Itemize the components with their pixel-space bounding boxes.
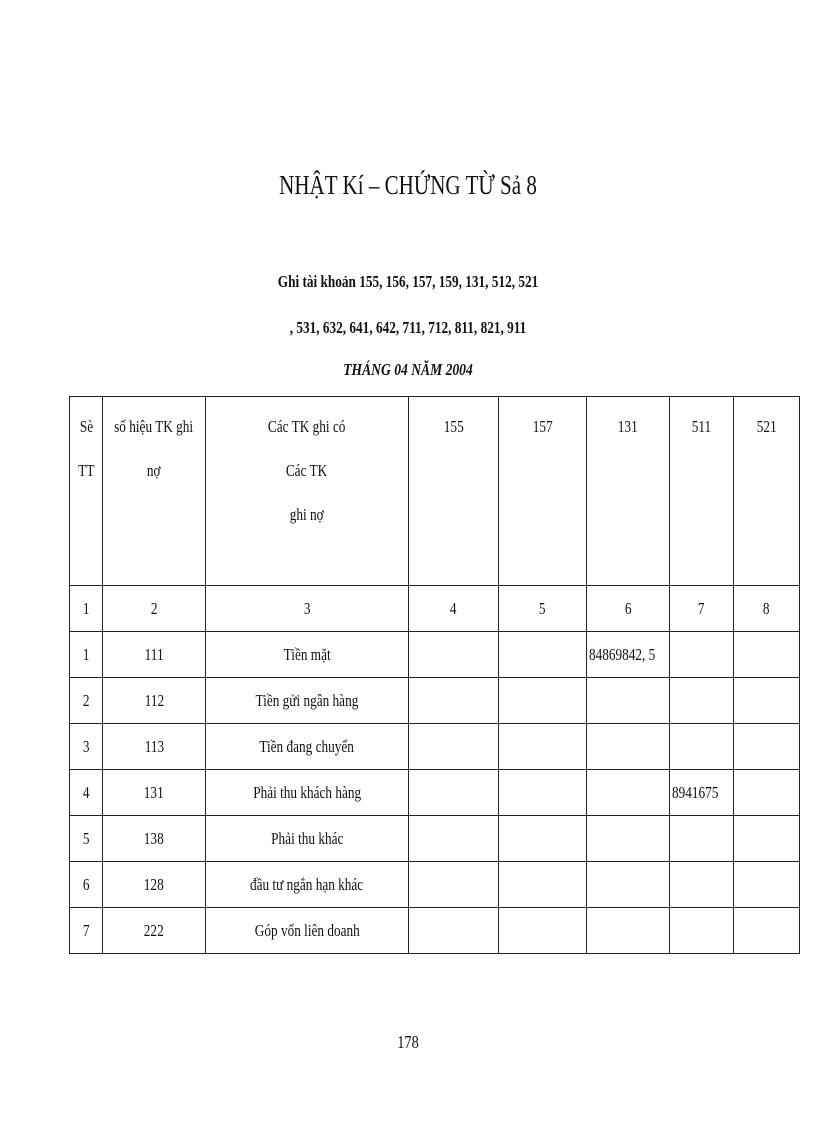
- cell-c131: [587, 678, 670, 724]
- subtitle-line-2: , 531, 632, 641, 642, 711, 712, 811, 821, 911: [289, 318, 527, 337]
- column-number: 2: [103, 586, 206, 632]
- header-stt: Sè TT: [70, 397, 103, 586]
- cell-c521: [734, 908, 800, 954]
- cell-c155: [409, 816, 499, 862]
- table-row: [70, 632, 800, 678]
- table-row: [70, 862, 800, 908]
- table-header-row: [70, 397, 800, 586]
- header-debit-account: số hiệu TK ghi nợ: [103, 397, 206, 586]
- month-label: THÁNG 04 NĂM 2004: [343, 360, 473, 379]
- cell-c511: [670, 724, 734, 770]
- cell-stt: 4: [70, 770, 103, 816]
- document-title: NHẬT Kí – CHỨNG TỪ Sả 8: [279, 170, 537, 200]
- column-number: 5: [499, 586, 587, 632]
- cell-c511: [670, 816, 734, 862]
- cell-c131: [587, 816, 670, 862]
- cell-c131: [587, 724, 670, 770]
- cell-c131: [587, 908, 670, 954]
- cell-c511: [670, 632, 734, 678]
- cell-c131: 84869842, 5: [587, 632, 670, 678]
- cell-acc: 138: [103, 816, 206, 862]
- column-number: 1: [70, 586, 103, 632]
- cell-c155: [409, 724, 499, 770]
- cell-c511: [670, 678, 734, 724]
- cell-name: đầu tư ngắn hạn khác: [206, 862, 409, 908]
- cell-acc: 131: [103, 770, 206, 816]
- table-row: [70, 908, 800, 954]
- column-number: 6: [587, 586, 670, 632]
- table-row: [70, 770, 800, 816]
- cell-c521: [734, 816, 800, 862]
- cell-c521: [734, 724, 800, 770]
- cell-acc: 128: [103, 862, 206, 908]
- cell-c511: [670, 908, 734, 954]
- cell-c131: [587, 862, 670, 908]
- table-row: [70, 678, 800, 724]
- cell-name: Phải thu khách hàng: [206, 770, 409, 816]
- cell-c511: 8941675: [670, 770, 734, 816]
- cell-c155: [409, 632, 499, 678]
- table-row: [70, 816, 800, 862]
- cell-c157: [499, 908, 587, 954]
- header-col-157: 157: [499, 397, 587, 586]
- cell-c157: [499, 862, 587, 908]
- column-number-row: [70, 586, 800, 632]
- column-number: 8: [734, 586, 800, 632]
- subtitle-line-1: Ghi tài khoản 155, 156, 157, 159, 131, 512, 521: [277, 272, 539, 291]
- cell-acc: 113: [103, 724, 206, 770]
- column-number: 7: [670, 586, 734, 632]
- cell-c521: [734, 678, 800, 724]
- cell-c157: [499, 724, 587, 770]
- cell-c155: [409, 908, 499, 954]
- cell-stt: 1: [70, 632, 103, 678]
- page-number: 178: [397, 1032, 419, 1052]
- cell-stt: 3: [70, 724, 103, 770]
- cell-c521: [734, 862, 800, 908]
- header-col-131: 131: [587, 397, 670, 586]
- cell-c155: [409, 770, 499, 816]
- cell-c155: [409, 862, 499, 908]
- cell-name: Góp vốn liên doanh: [206, 908, 409, 954]
- cell-acc: 222: [103, 908, 206, 954]
- cell-c511: [670, 862, 734, 908]
- cell-stt: 7: [70, 908, 103, 954]
- cell-acc: 111: [103, 632, 206, 678]
- header-col-155: 155: [409, 397, 499, 586]
- table-row: [70, 724, 800, 770]
- column-number: 3: [206, 586, 409, 632]
- cell-acc: 112: [103, 678, 206, 724]
- cell-stt: 2: [70, 678, 103, 724]
- journal-table: [69, 396, 800, 954]
- header-col-511: 511: [670, 397, 734, 586]
- cell-stt: 5: [70, 816, 103, 862]
- header-col-521: 521: [734, 397, 800, 586]
- header-description: Các TK ghi có Các TK ghi nợ: [206, 397, 409, 586]
- cell-c157: [499, 770, 587, 816]
- cell-name: Phải thu khác: [206, 816, 409, 862]
- cell-c157: [499, 632, 587, 678]
- cell-name: Tiền gửi ngân hàng: [206, 678, 409, 724]
- cell-c157: [499, 678, 587, 724]
- cell-c521: [734, 770, 800, 816]
- cell-name: Tiền đang chuyển: [206, 724, 409, 770]
- cell-stt: 6: [70, 862, 103, 908]
- column-number: 4: [409, 586, 499, 632]
- cell-c521: [734, 632, 800, 678]
- cell-c157: [499, 816, 587, 862]
- cell-c155: [409, 678, 499, 724]
- cell-name: Tiền mặt: [206, 632, 409, 678]
- cell-c131: [587, 770, 670, 816]
